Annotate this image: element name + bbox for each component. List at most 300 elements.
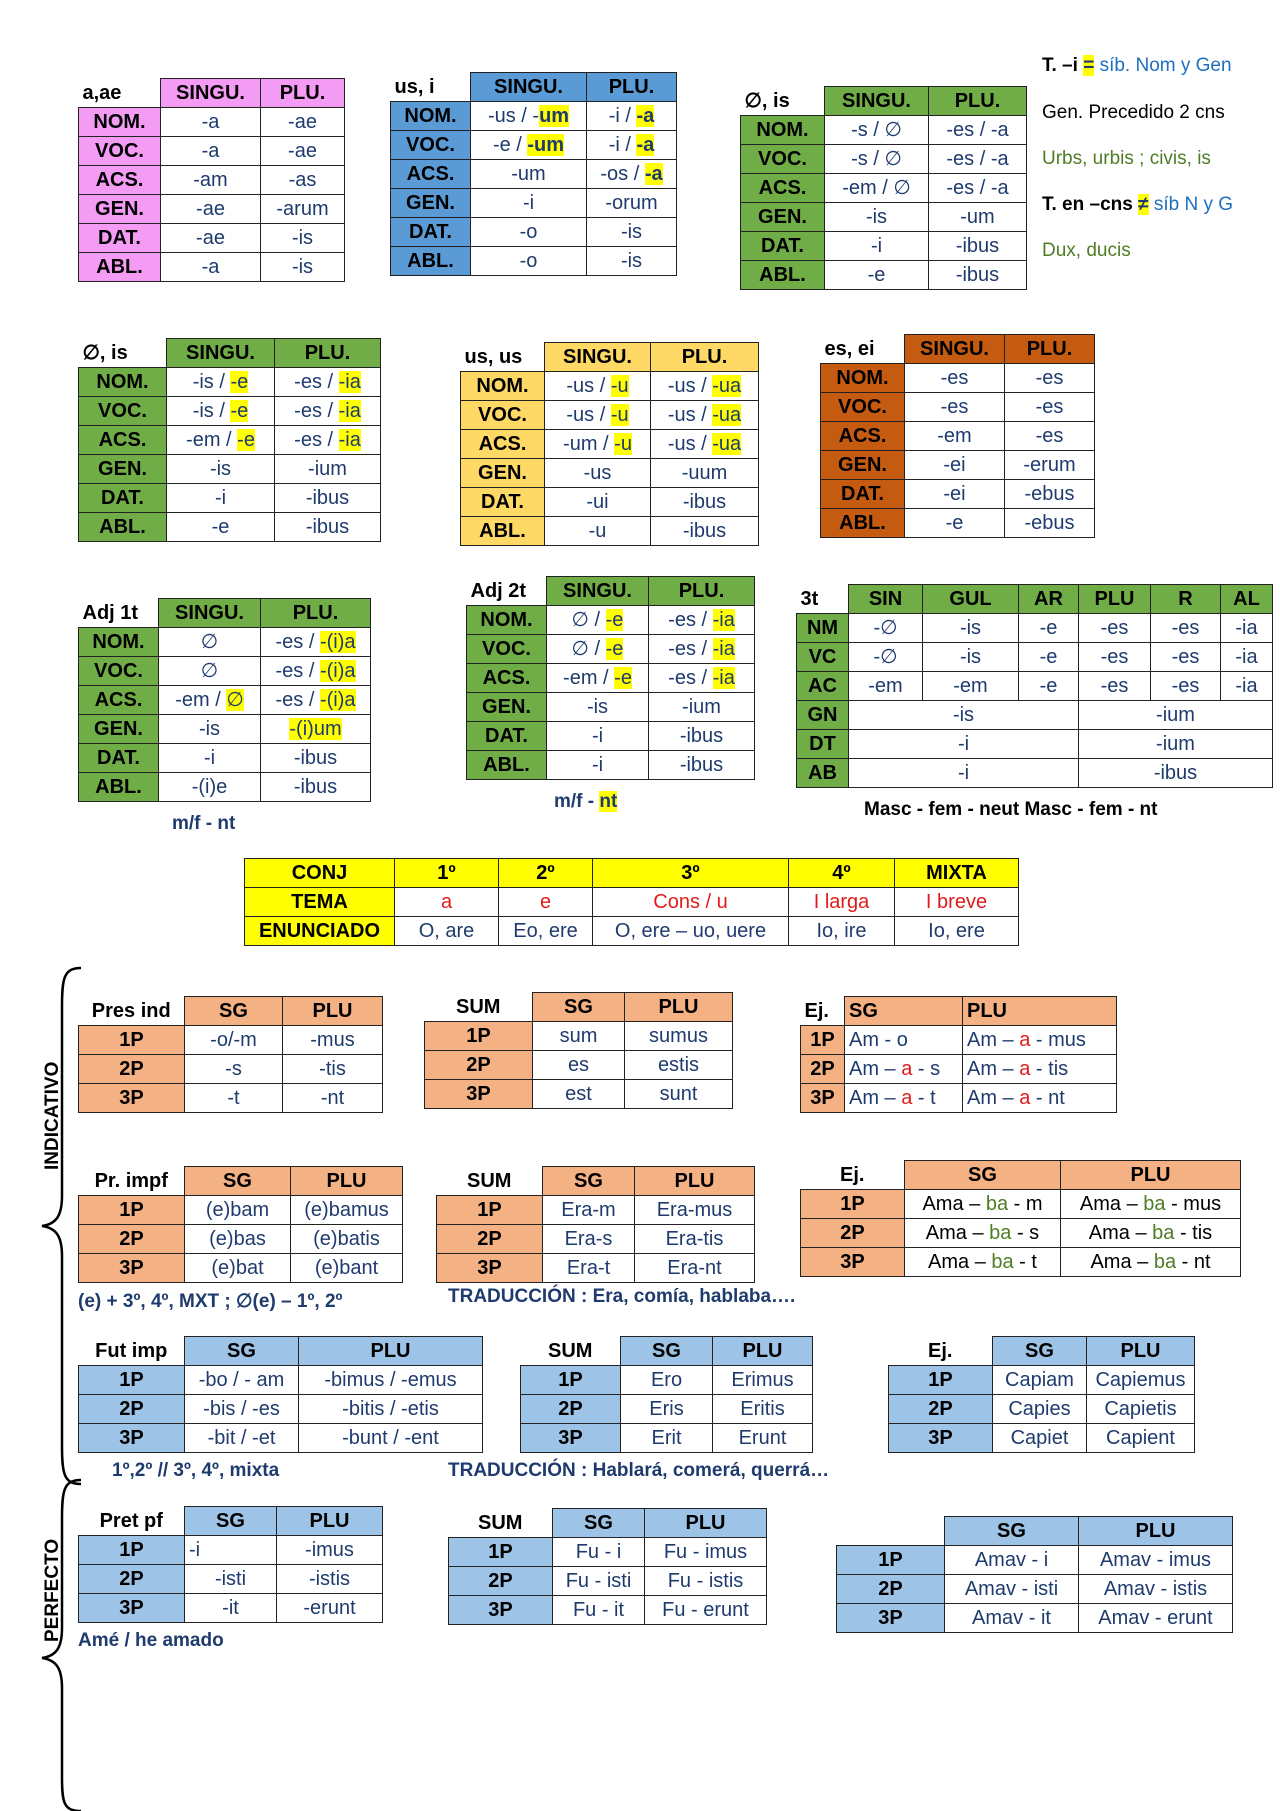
cell: Amav - istis [1079, 1575, 1233, 1604]
cell-text: ∅ / [571, 609, 606, 631]
cell: -bis / -es [185, 1395, 299, 1424]
case-label: GEN. [821, 451, 905, 480]
decl-0-is-a-title: ∅, is [744, 89, 790, 112]
adj-2t-table [466, 576, 755, 780]
cell: -orum [587, 189, 677, 218]
cell [545, 401, 651, 430]
cell: -ibus [929, 261, 1027, 290]
decl-us-i-table [390, 72, 677, 276]
person-label: 1P [801, 1190, 905, 1219]
case-label: NOM. [467, 606, 547, 635]
cell-stem: Ama – [1090, 1251, 1154, 1273]
cell: -e [1019, 643, 1079, 672]
cell-text: -es / [294, 371, 339, 393]
cell: -o/-m [185, 1026, 283, 1055]
cell: (e)bat [185, 1254, 291, 1283]
cell: -es [1005, 422, 1095, 451]
ej-pf-h-sg: SG [945, 1517, 1079, 1546]
cell-highlight: -a [636, 105, 655, 127]
cell: es [533, 1051, 625, 1080]
decl-0-is-a-h-plu: PLU. [929, 87, 1027, 116]
adj-1t-footer: m/f - nt [172, 813, 236, 834]
cell: Ero [621, 1366, 713, 1395]
case-label: DAT. [79, 484, 167, 513]
case-label: GEN. [79, 195, 161, 224]
cell-stem: Ama – [928, 1251, 992, 1273]
case-label: ABL. [461, 517, 545, 546]
decl-us-i-h-plu: PLU. [587, 73, 677, 102]
sum-pres-title: SUM [456, 995, 501, 1018]
cell: Era-m [543, 1196, 635, 1225]
ej-impf-h-sg: SG [905, 1161, 1061, 1190]
cell-highlight: -ia [338, 371, 361, 393]
decl-us-us-table [460, 342, 759, 546]
sum-fut-h-plu: PLU [713, 1337, 813, 1366]
cell-ending: - t [912, 1087, 936, 1109]
cell-highlight: -(i)um [289, 718, 342, 740]
cell [1061, 1190, 1241, 1219]
conj-tema: a [395, 888, 499, 917]
cell-tense-mark: ba [1153, 1251, 1177, 1273]
ej-fut-title: Ej. [928, 1339, 953, 1362]
decl-es-ei-table [820, 334, 1095, 538]
cell: -o [471, 218, 587, 247]
cell-highlight: -ia [712, 667, 735, 689]
case-label: NOM. [79, 368, 167, 397]
conj-table [244, 858, 1019, 946]
cell-text: -is / [192, 371, 231, 393]
adj-3t-title: 3t [800, 587, 819, 610]
cell-text: -is / [192, 400, 231, 422]
cell: -bo / - am [185, 1366, 299, 1395]
cell [587, 160, 677, 189]
pres-ind-h-sg: SG [185, 997, 283, 1026]
conj-row-label: TEMA [245, 888, 395, 917]
cell: -ibus [649, 751, 755, 780]
cell-highlight: -u [610, 404, 629, 426]
cell: Fu - erunt [645, 1596, 767, 1625]
cell: -is [159, 715, 261, 744]
case-label: NOM. [79, 108, 161, 137]
cell: -ibus [261, 773, 371, 802]
cell: (e)bam [185, 1196, 291, 1225]
cell: -es [1005, 393, 1095, 422]
decl-a-table [78, 78, 345, 282]
cell: ∅ [159, 657, 261, 686]
cell: -ibus [929, 232, 1027, 261]
note-t-cns-sym: ≠ [1138, 194, 1149, 215]
cell: -ebus [1005, 509, 1095, 538]
cell: -i [167, 484, 275, 513]
decl-a-h-sing: SINGU. [161, 79, 261, 108]
cell-highlight: -ua [712, 375, 742, 397]
case-label: GEN. [79, 455, 167, 484]
decl-us-i-h-sing: SINGU. [471, 73, 587, 102]
cell-highlight: -um [527, 134, 565, 156]
cell [1061, 1248, 1241, 1277]
fut-imp-h-plu: PLU [299, 1337, 483, 1366]
cell-stem: Ama – [1079, 1193, 1144, 1215]
cell: -a [161, 253, 261, 282]
cell: Amav - isti [945, 1575, 1079, 1604]
ej-pres-h-sg: SG [845, 997, 963, 1026]
adj-3t-h: R [1151, 585, 1221, 614]
conj-h-label: CONJ [245, 859, 395, 888]
ej-pf-h-plu: PLU [1079, 1517, 1233, 1546]
case-label: VOC. [79, 137, 161, 166]
ej-impf-title: Ej. [840, 1163, 865, 1186]
cell: sumus [625, 1022, 733, 1051]
cell-highlight: -e [230, 371, 249, 393]
cell: -i [849, 730, 1079, 759]
cell-highlight: -ua [712, 433, 742, 455]
cell [963, 1055, 1117, 1084]
person-label: 1P [425, 1022, 533, 1051]
cell: -∅ [849, 614, 923, 643]
cell: -i [547, 722, 649, 751]
conj-tema: Cons / u [593, 888, 789, 917]
cell [471, 160, 587, 189]
cell [159, 686, 261, 715]
case-label: GEN. [741, 203, 825, 232]
conj-enunciado: O, ere – uo, uere [593, 917, 789, 946]
cell-highlight: -(i)a [319, 631, 356, 653]
sum-fut-table [520, 1336, 813, 1453]
cell: Capiet [993, 1424, 1087, 1453]
pres-ind-h-plu: PLU [283, 997, 383, 1026]
cell [649, 664, 755, 693]
cell: -i [849, 759, 1079, 788]
person-label: 3P [837, 1604, 945, 1633]
cell-text: -os / [600, 163, 645, 185]
cell [905, 1219, 1061, 1248]
cell: Era-tis [635, 1225, 755, 1254]
cell [651, 430, 759, 459]
person-label: 1P [449, 1538, 553, 1567]
cell-text: -us / [667, 375, 713, 397]
cell-theme: a [1019, 1087, 1031, 1109]
cell: -s / ∅ [825, 116, 929, 145]
cell [649, 606, 755, 635]
cell: -isti [185, 1565, 277, 1594]
person-label: 2P [425, 1051, 533, 1080]
cell: Eritis [713, 1395, 813, 1424]
case-label: GEN. [391, 189, 471, 218]
sum-fut-h-sg: SG [621, 1337, 713, 1366]
cell-stem: Ama – [922, 1193, 986, 1215]
cell: (e)bas [185, 1225, 291, 1254]
cell-text: -es / [668, 609, 713, 631]
adj-3t-table [796, 584, 1273, 788]
decl-0-is-a-h-sing: SINGU. [825, 87, 929, 116]
case-label: DT [797, 730, 849, 759]
cell: Amav - it [945, 1604, 1079, 1633]
cell-highlight: -(i)a [319, 660, 356, 682]
cell: -es [1079, 643, 1151, 672]
adj-2t-title: Adj 2t [470, 579, 527, 602]
conj-tema: I larga [789, 888, 895, 917]
adj-3t-h: GUL [923, 585, 1019, 614]
ej-fut-table [888, 1336, 1195, 1453]
pret-pf-title: Pret pf [99, 1509, 163, 1532]
decl-us-us-title: us, us [464, 345, 523, 368]
case-label: ABL. [391, 247, 471, 276]
indicativo-label: INDICATIVO [42, 1061, 63, 1170]
decl-es-ei-title: es, ei [824, 337, 875, 360]
cell: -i [547, 751, 649, 780]
sum-pres-table [424, 992, 733, 1109]
cell: -em [849, 672, 923, 701]
cell-ending: - s [912, 1058, 941, 1080]
cell-theme: a [901, 1087, 913, 1109]
case-label: ACS. [391, 160, 471, 189]
sum-impf-h-plu: PLU [635, 1167, 755, 1196]
cell: -(i)e [159, 773, 261, 802]
cell: -es [1079, 672, 1151, 701]
cell: -ibus [1079, 759, 1273, 788]
cell: Era-s [543, 1225, 635, 1254]
person-label: 2P [79, 1565, 185, 1594]
cell: Capietis [1087, 1395, 1195, 1424]
cell-highlight: ∅ [226, 689, 244, 711]
cell-text: -us / [566, 404, 611, 426]
cell: -ei [905, 480, 1005, 509]
pr-impf-table [78, 1166, 403, 1283]
cell: -uum [651, 459, 759, 488]
case-label: DAT. [467, 722, 547, 751]
adj-1t-h-plu: PLU. [261, 599, 371, 628]
case-label: VOC. [467, 635, 547, 664]
decl-0-is-a-table [740, 86, 1027, 290]
cell [275, 426, 381, 455]
cell: -is [167, 455, 275, 484]
case-label: VOC. [79, 397, 167, 426]
cell: -am [161, 166, 261, 195]
fut-imp-h-sg: SG [185, 1337, 299, 1366]
cell: -es [905, 393, 1005, 422]
conj-enunciado: O, are [395, 917, 499, 946]
sum-pf-h-sg: SG [553, 1509, 645, 1538]
cell: -us [545, 459, 651, 488]
ej-fut-h-plu: PLU [1087, 1337, 1195, 1366]
pret-pf-h-sg: SG [185, 1507, 277, 1536]
cell-text: -um [511, 163, 546, 185]
cell: -es / -a [929, 174, 1027, 203]
sum-fut-footer: TRADUCCIÓN : Hablará, comerá, querrá… [448, 1460, 830, 1481]
cell-highlight: -e [605, 609, 624, 631]
person-label: 3P [79, 1424, 185, 1453]
cell: -i [159, 744, 261, 773]
cell: -um [929, 203, 1027, 232]
cell-text: -us / [667, 433, 713, 455]
case-label: ACS. [741, 174, 825, 203]
cell [649, 635, 755, 664]
cell: -ibus [275, 513, 381, 542]
cell: -em [923, 672, 1019, 701]
cell: Fu - isti [553, 1567, 645, 1596]
cell [167, 368, 275, 397]
ej-impf-table [800, 1160, 1241, 1277]
cell: ∅ [159, 628, 261, 657]
cell-tense-mark: ba [989, 1222, 1012, 1244]
adj-3t-h: AR [1019, 585, 1079, 614]
person-label: 1P [437, 1196, 543, 1225]
cell: -ae [161, 195, 261, 224]
note-t-cns [1042, 194, 1233, 216]
adj-2t-h-plu: PLU. [649, 577, 755, 606]
person-label: 3P [801, 1248, 905, 1277]
cell: -ae [261, 137, 345, 166]
cell-highlight: -u [614, 433, 632, 455]
cell-ending: - mus [1165, 1193, 1222, 1215]
cell: Amav - erunt [1079, 1604, 1233, 1633]
cell [905, 1190, 1061, 1219]
cell-theme: a [1019, 1029, 1031, 1051]
cell [1061, 1219, 1241, 1248]
cell: -i [471, 189, 587, 218]
cell [275, 368, 381, 397]
case-label: ABL. [79, 253, 161, 282]
cell-highlight: um [539, 105, 570, 127]
cell-text: -es / [275, 660, 320, 682]
cell-ending: - nt [1030, 1087, 1065, 1109]
person-label: 1P [837, 1546, 945, 1575]
ej-pres-h-plu: PLU [963, 997, 1117, 1026]
cell-highlight: -ia [712, 609, 735, 631]
pr-impf-h-plu: PLU [291, 1167, 403, 1196]
conj-tema: I breve [895, 888, 1019, 917]
conj-enunciado: Io, ere [895, 917, 1019, 946]
decl-a-h-plu: PLU. [261, 79, 345, 108]
cell: -is [825, 203, 929, 232]
cell-tense-mark: ba [1143, 1193, 1166, 1215]
cell-highlight: -a [636, 134, 655, 156]
adj-3t-h: SIN [849, 585, 923, 614]
sum-pf-h-plu: PLU [645, 1509, 767, 1538]
decl-0-is-b-h-sing: SINGU. [167, 339, 275, 368]
cell [545, 430, 651, 459]
cell-stem: Ama – [1088, 1222, 1153, 1244]
case-label: ABL. [821, 509, 905, 538]
cell-text: -em / [175, 689, 227, 711]
cell: -i [825, 232, 929, 261]
case-label: DAT. [79, 744, 159, 773]
cell: -ium [275, 455, 381, 484]
cell: -ia [1221, 643, 1273, 672]
conj-enunciado: Io, ire [789, 917, 895, 946]
cell-highlight: -(i)a [319, 689, 356, 711]
cell: sum [533, 1022, 625, 1051]
adj-2t-footer-a: m/f - [554, 791, 600, 812]
ej-pres-title: Ej. [804, 999, 829, 1022]
cell: Fu - istis [645, 1567, 767, 1596]
cell-ending: - tis [1174, 1222, 1213, 1244]
person-label: 1P [79, 1026, 185, 1055]
decl-0-is-b-title: ∅, is [82, 341, 128, 364]
sum-pf-table [448, 1508, 767, 1625]
cell: -ium [1079, 730, 1273, 759]
case-label: AB [797, 759, 849, 788]
cell: Fu - i [553, 1538, 645, 1567]
case-label: VOC. [741, 145, 825, 174]
case-label: NOM. [741, 116, 825, 145]
cell: Era-nt [635, 1254, 755, 1283]
cell: -u [545, 517, 651, 546]
cell [275, 397, 381, 426]
cell-highlight: -a [644, 163, 663, 185]
cell-text: ∅ / [571, 638, 606, 660]
cell: -is [849, 701, 1079, 730]
cell: -ium [649, 693, 755, 722]
cell: -ia [1221, 614, 1273, 643]
adj-3t-h: PLU [1079, 585, 1151, 614]
cell: -ibus [275, 484, 381, 513]
cell: -e [825, 261, 929, 290]
cell: (e)bamus [291, 1196, 403, 1225]
cell: -is [923, 643, 1019, 672]
note-dux: Dux, ducis [1042, 240, 1131, 261]
person-label: 2P [521, 1395, 621, 1424]
cell [963, 1026, 1117, 1055]
person-label: 3P [801, 1084, 845, 1113]
case-label: ABL. [79, 773, 159, 802]
decl-a-title: a,ae [82, 81, 122, 104]
cell-text: -em / [563, 667, 615, 689]
case-label: ACS. [79, 426, 167, 455]
person-label: 1P [79, 1366, 185, 1395]
decl-us-i-title: us, i [394, 75, 435, 98]
note-gen-precedido: Gen. Precedido 2 cns [1042, 102, 1225, 123]
person-label: 2P [801, 1219, 905, 1248]
person-label: 3P [79, 1084, 185, 1113]
cell: -a [161, 108, 261, 137]
cell-stem: Am – [967, 1058, 1020, 1080]
cell [261, 715, 371, 744]
pres-ind-table [78, 996, 383, 1113]
cell-highlight: -e [605, 638, 624, 660]
cell-highlight: -e [230, 400, 249, 422]
cell: -arum [261, 195, 345, 224]
cell: -e [167, 513, 275, 542]
case-label: GN [797, 701, 849, 730]
cell: -is [587, 218, 677, 247]
adj-3t-h: AL [1221, 585, 1273, 614]
sum-pres-h-sg: SG [533, 993, 625, 1022]
pr-impf-h-sg: SG [185, 1167, 291, 1196]
person-label: 1P [521, 1366, 621, 1395]
case-label: ABL. [79, 513, 167, 542]
ej-pf-table [836, 1516, 1233, 1633]
person-label: 2P [79, 1225, 185, 1254]
cell: Eris [621, 1395, 713, 1424]
cell: Fu - imus [645, 1538, 767, 1567]
cell [167, 426, 275, 455]
cell: -tis [283, 1055, 383, 1084]
note-t-i [1042, 55, 1232, 77]
person-label: 2P [437, 1225, 543, 1254]
fut-imp-table [78, 1336, 483, 1453]
note-t-cns-prefix: T. en –cns [1042, 194, 1139, 215]
case-label: DAT. [741, 232, 825, 261]
cell: Erunt [713, 1424, 813, 1453]
cell-text: -es / [668, 667, 713, 689]
cell-highlight: -e [237, 429, 255, 451]
cell: Amav - i [945, 1546, 1079, 1575]
cell: -as [261, 166, 345, 195]
conj-enunciado: Eo, ere [499, 917, 593, 946]
cell [545, 372, 651, 401]
fut-imp-footer: 1º,2º // 3º, 4º, mixta [112, 1460, 280, 1481]
